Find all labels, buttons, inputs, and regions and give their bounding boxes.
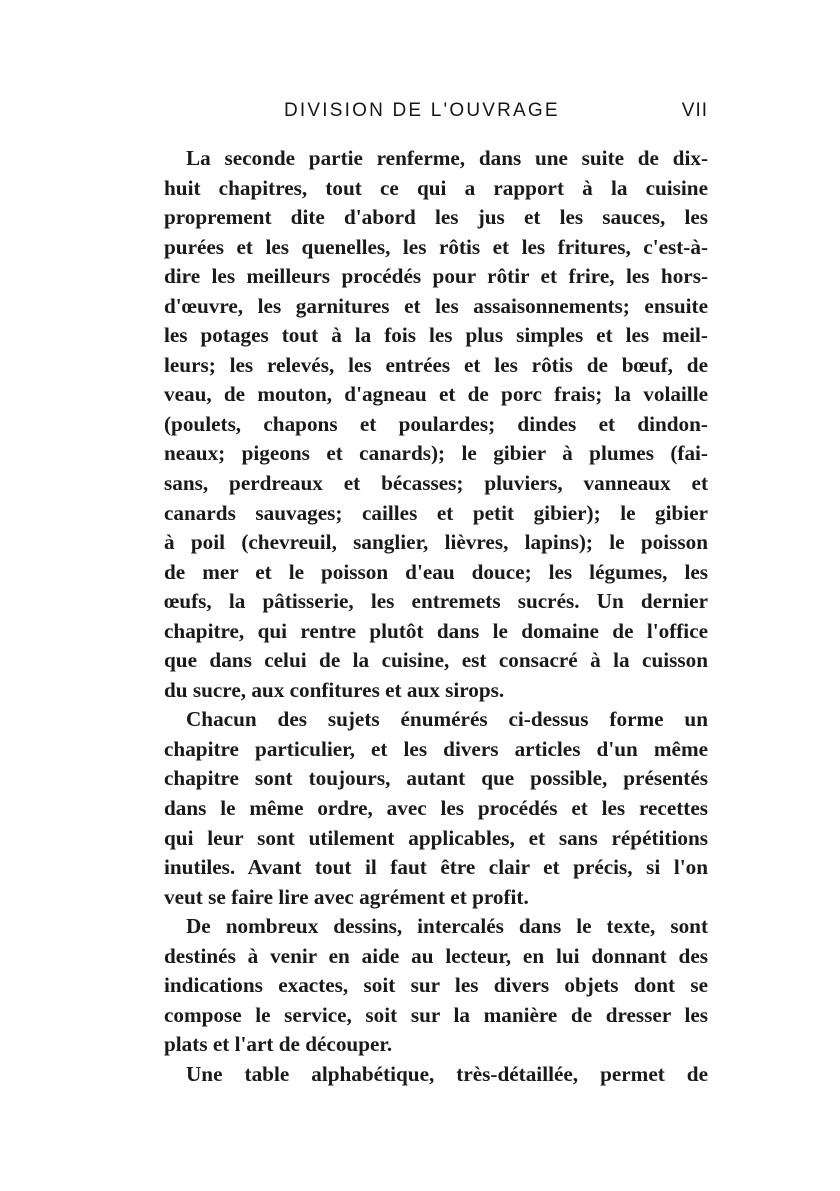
text-line: veau, de mouton, d'agneau et de porc frais; la volaille <box>164 382 708 407</box>
text-line: qui leur sont utilement applicables, et sans répétitions <box>164 825 708 850</box>
paragraph-illustrations <box>164 912 708 1060</box>
body-text <box>164 144 708 1090</box>
text-line: chapitre, qui rentre plutôt dans le domaine de l'office <box>164 618 708 643</box>
text-line: indications exactes, soit sur les divers objets dont se <box>164 973 708 998</box>
text-line: Une table alphabétique, très-détaillée, permet de <box>186 1061 708 1086</box>
text-line: huit chapitres, tout ce qui a rapport à la cuisine <box>164 175 708 200</box>
text-line: œufs, la pâtisserie, les entremets sucrés. Un dernier <box>164 589 708 614</box>
text-line: dire les meilleurs procédés pour rôtir et frire, les hors- <box>164 264 708 289</box>
text-line: (poulets, chapons et poulardes; dindes et dindon- <box>164 411 708 436</box>
text-line: purées et les quenelles, les rôtis et les fritures, c'est-à- <box>164 234 708 259</box>
paragraph-second-part <box>164 144 708 705</box>
text-line: sans, perdreaux et bécasses; pluviers, vanneaux et <box>164 471 708 496</box>
text-line: destinés à venir en aide au lecteur, en lui donnant des <box>164 943 708 968</box>
text-line: chapitre particulier, et les divers articles d'un même <box>164 736 708 761</box>
text-line: dans le même ordre, avec les procédés et les recettes <box>164 796 708 821</box>
paragraph-index <box>164 1060 708 1090</box>
text-line: les potages tout à la fois les plus simples et les meil- <box>164 323 708 348</box>
text-line: chapitre sont toujours, autant que possible, présentés <box>164 766 708 791</box>
text-line: neaux; pigeons et canards); le gibier à plumes (fai- <box>164 441 708 466</box>
text-line: Chacun des sujets énumérés ci-dessus forme un <box>186 707 708 732</box>
text-line: que dans celui de la cuisine, est consacré à la cuisson <box>164 648 708 673</box>
text-line: compose le service, soit sur la manière de dresser les <box>164 1002 708 1027</box>
text-line: leurs; les relevés, les entrées et les rôtis de bœuf, de <box>164 352 708 377</box>
paragraph-chapters <box>164 705 708 912</box>
text-line: inutiles. Avant tout il faut être clair et précis, si l'on <box>164 855 708 880</box>
text-line: de mer et le poisson d'eau douce; les légumes, les <box>164 559 708 584</box>
text-line: proprement dite d'abord les jus et les sauces, les <box>164 205 708 230</box>
text-line: du sucre, aux confitures et aux sirops. <box>164 677 505 702</box>
text-line: à poil (chevreuil, sanglier, lièvres, lapins); le poisson <box>164 530 708 555</box>
text-line: La seconde partie renferme, dans une suite de dix- <box>186 146 708 170</box>
running-header <box>164 96 708 136</box>
page-number: VII <box>681 100 708 121</box>
book-page <box>164 96 708 1090</box>
text-line: d'œuvre, les garnitures et les assaisonnements; ensuite <box>164 293 708 318</box>
text-line: plats et l'art de découper. <box>164 1032 393 1057</box>
text-line: veut se faire lire avec agrément et profit. <box>164 884 529 909</box>
text-line: De nombreux dessins, intercalés dans le texte, sont <box>186 914 708 939</box>
text-line: canards sauvages; cailles et petit gibier); le gibier <box>164 500 708 525</box>
running-title: DIVISION DE L'OUVRAGE <box>284 100 560 121</box>
